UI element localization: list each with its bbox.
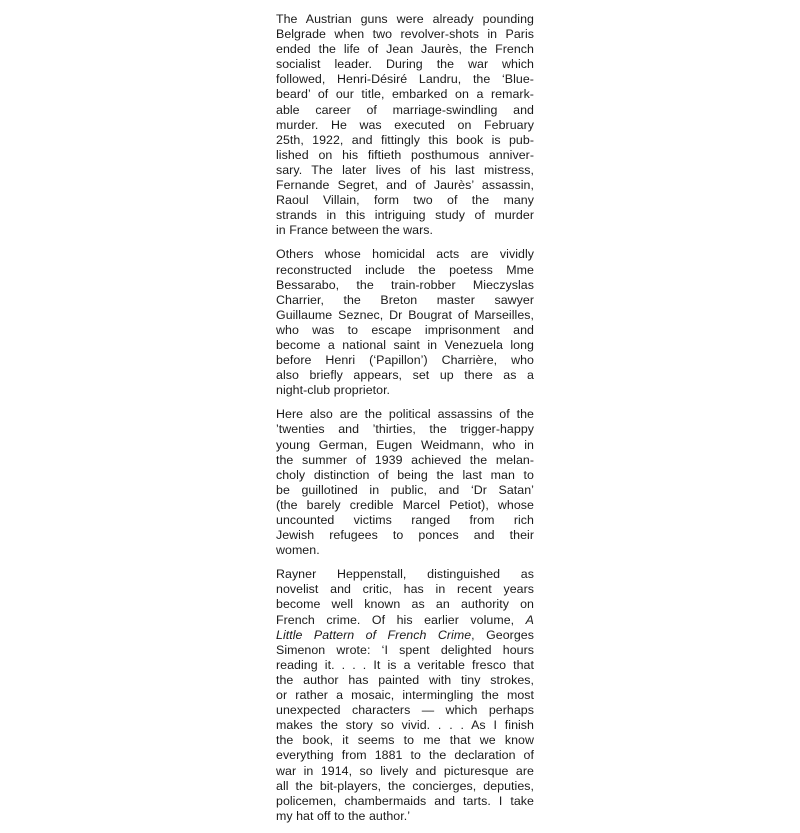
text-run: Charrier, the Breton master sawyer (276, 292, 534, 307)
blurb-text-column (276, 12, 534, 833)
text-run: my hat off to the author.’ (276, 808, 411, 823)
text-run: unexpected characters — which perhaps (276, 703, 534, 718)
text-line (276, 72, 534, 87)
text-line (276, 628, 534, 643)
text-line (276, 293, 534, 308)
text-run: young German, Eugen Weidmann, who in (276, 437, 534, 452)
text-line (276, 118, 534, 133)
text-run: everything from 1881 to the declaration of (276, 748, 534, 763)
text-line (276, 513, 534, 528)
text-line (276, 42, 534, 57)
text-run: makes the story so vivid. . . . As I finish (276, 718, 534, 733)
text-run: Belgrade when two revolver-shots in Paris (276, 27, 534, 42)
text-line (276, 407, 534, 422)
text-run: socialist leader. During the war which (276, 57, 534, 72)
text-line (276, 483, 534, 498)
text-line (276, 718, 534, 733)
text-run: sary. The later lives of his last mistress, (276, 162, 534, 177)
text-run: beard’ of our title, embarked on a remark- (276, 87, 534, 102)
text-run: French crime. Of his earlier volume, (276, 612, 526, 627)
text-run: all the bit-players, the concierges, deputies, (276, 778, 534, 793)
text-line (276, 673, 534, 688)
text-run: lished on his fiftieth posthumous anniver- (276, 147, 534, 162)
text-line (276, 658, 534, 673)
text-run: murder. He was executed on February (276, 117, 534, 132)
text-line (276, 223, 534, 238)
text-line (276, 87, 534, 102)
text-run: able career of marriage-swindling and (276, 102, 534, 117)
text-line (276, 498, 534, 513)
text-run: or rather a mosaic, intermingling the most (276, 688, 534, 703)
text-line (276, 12, 534, 27)
text-line (276, 247, 534, 262)
paragraph-1 (276, 12, 534, 238)
text-line (276, 383, 534, 398)
text-run: also briefly appears, set up there as a (276, 368, 534, 383)
text-run: be guillotined in public, and ‘Dr Satan’ (276, 482, 534, 497)
text-run: ended the life of Jean Jaurès, the French (276, 42, 534, 57)
text-line (276, 353, 534, 368)
text-line (276, 193, 534, 208)
text-line (276, 543, 534, 558)
text-run: (the barely credible Marcel Petiot), whose (276, 497, 534, 512)
italic-book-title: Little Pattern of French Crime (276, 627, 472, 642)
text-line (276, 582, 534, 597)
text-run: become well known as an authority on (276, 597, 534, 612)
text-line (276, 133, 534, 148)
text-line (276, 208, 534, 223)
text-run: in France between the wars. (276, 223, 434, 238)
text-line (276, 453, 534, 468)
text-run: Simenon wrote: ‘I spent delighted hours (276, 642, 534, 657)
text-line (276, 748, 534, 763)
text-run: the author has painted with tiny strokes, (276, 672, 534, 687)
text-run: followed, Henri-Désiré Landru, the ‘Blue- (276, 72, 534, 87)
text-line (276, 688, 534, 703)
text-run: choly distinction of being the last man to (276, 467, 534, 482)
text-run: Jewish refugees to ponces and their (276, 528, 534, 543)
text-run: reading it. . . . It is a veritable fresco that (276, 657, 534, 672)
text-line (276, 323, 534, 338)
text-run: the summer of 1939 achieved the melan- (276, 452, 534, 467)
text-line (276, 278, 534, 293)
text-run: uncounted victims ranged from rich (276, 513, 534, 527)
text-line (276, 794, 534, 809)
text-line (276, 567, 534, 582)
text-line (276, 779, 534, 794)
text-line (276, 613, 534, 628)
text-run: night-club proprietor. (276, 383, 391, 398)
paragraph-4 (276, 567, 534, 824)
text-line (276, 733, 534, 748)
text-run: 25th, 1922, and fittingly this book is pub- (276, 132, 534, 147)
italic-book-title: A (525, 612, 534, 627)
text-run: become a national saint in Venezuela long (276, 337, 534, 352)
text-run: Guillaume Seznec, Dr Bougrat of Marseilles, (276, 307, 534, 322)
text-run: Raoul Villain, form two of the many (276, 193, 534, 208)
text-line (276, 148, 534, 163)
text-line (276, 438, 534, 453)
text-run: policemen, chambermaids and tarts. I take (276, 793, 534, 808)
text-run: , Georges (471, 627, 534, 642)
text-line (276, 597, 534, 612)
text-line (276, 468, 534, 483)
text-run: reconstructed include the poetess Mme (276, 262, 534, 277)
text-run: strands in this intriguing study of murder (276, 208, 534, 223)
text-line (276, 764, 534, 779)
text-line (276, 422, 534, 437)
text-line (276, 57, 534, 72)
text-line (276, 528, 534, 543)
text-line (276, 643, 534, 658)
text-line (276, 338, 534, 353)
text-run: Rayner Heppenstall, distinguished as (276, 567, 534, 582)
text-run: Fernande Segret, and of Jaurès’ assassin, (276, 178, 534, 193)
text-run: ’twenties and ’thirties, the trigger-happy (276, 422, 534, 437)
text-run: women. (276, 543, 320, 558)
text-line (276, 103, 534, 118)
paragraph-3 (276, 407, 534, 558)
text-run: Bessarabo, the train-robber Mieczyslas (276, 277, 534, 292)
text-run: who was to escape imprisonment and (276, 322, 534, 337)
text-run: before Henri (‘Papillon’) Charrière, who (276, 353, 534, 368)
text-run: Here also are the political assassins of the (276, 407, 534, 422)
text-line (276, 368, 534, 383)
text-run: The Austrian guns were already pounding (276, 12, 534, 26)
text-run: novelist and critic, has in recent years (276, 582, 534, 597)
text-run: war in 1914, so lively and picturesque are (276, 763, 534, 778)
text-run: Others whose homicidal acts are vividly (276, 247, 534, 262)
text-line (276, 163, 534, 178)
text-line (276, 703, 534, 718)
text-line (276, 27, 534, 42)
text-line (276, 178, 534, 193)
paragraph-2 (276, 247, 534, 398)
text-line (276, 263, 534, 278)
text-line (276, 809, 534, 824)
text-run: the book, it seems to me that we know (276, 733, 534, 748)
text-line (276, 308, 534, 323)
